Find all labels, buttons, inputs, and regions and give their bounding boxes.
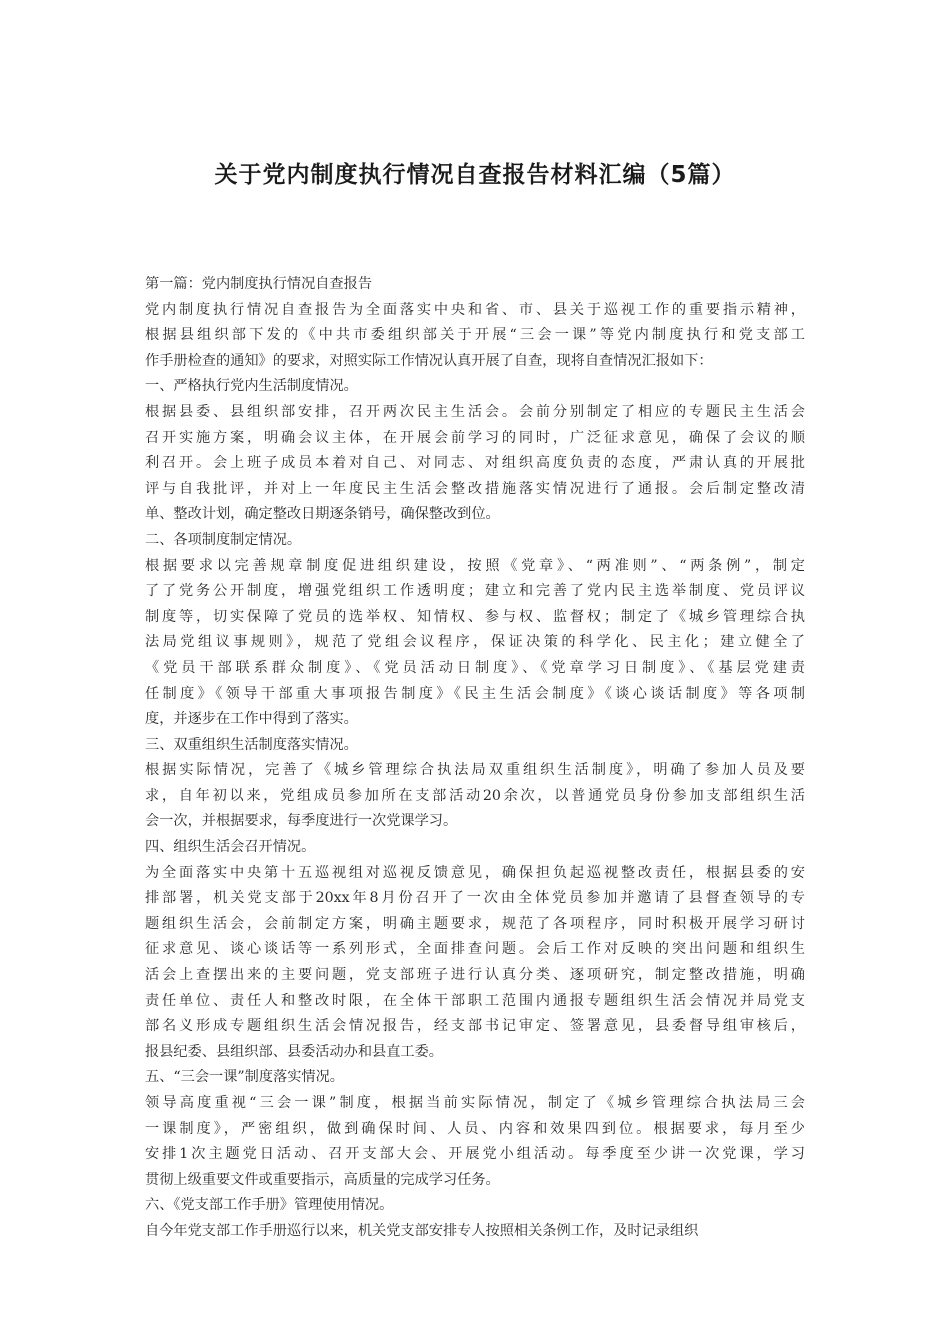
section-heading: 六、《党支部工作手册》管理使用情况。: [145, 1197, 394, 1214]
paragraph-line: 利召开。会上班子成员本着对自己、对同志、对组织高度负责的态度，严肃认真的开展批: [145, 455, 805, 472]
paragraph-line: 责任单位、责任人和整改时限，在全体干部职工范围内通报专题组织生活会情况并局党支: [145, 992, 805, 1009]
paragraph-line: 安排1次主题党日活动、召开支部大会、开展党小组活动。每季度至少讲一次党课，学习: [145, 1146, 805, 1163]
paragraph-line: 活会上查摆出来的主要问题，党支部班子进行认真分类、逐项研究，制定整改措施，明确: [145, 967, 805, 984]
paragraph-line: 根据县组织部下发的《中共市委组织部关于开展“三会一课”等党内制度执行和党支部工: [145, 327, 805, 344]
paragraph-line: 部名义形成专题组织生活会情况报告，经支部书记审定、签署意见，县委督导组审核后，: [145, 1018, 805, 1035]
paragraph-line: 根据要求以完善规章制度促进组织建设，按照《党章》、“两准则”、“两条例”，制定: [145, 557, 805, 574]
paragraph-line: 自今年党支部工作手册巡行以来，机关党支部安排专人按照相关条例工作，及时记录组织: [145, 1222, 699, 1239]
paragraph-line: 求，自年初以来，党组成员参加所在支部活动20余次，以普通党员身份参加支部组织生活: [145, 787, 805, 804]
paragraph-line: 度，并逐步在工作中得到了落实。: [145, 711, 358, 728]
paragraph-line: 制度等，切实保障了党员的选举权、知情权、参与权、监督权；制定了《城乡管理综合执: [145, 608, 805, 625]
section-heading: 第一篇：党内制度执行情况自查报告: [145, 276, 373, 292]
paragraph-line: 了了党务公开制度，增强党组织工作透明度；建立和完善了党内民主选举制度、党员评议: [145, 583, 805, 600]
paragraph-line: 任制度》《领导干部重大事项报告制度》《民主生活会制度》《谈心谈话制度》等各项制: [145, 685, 805, 702]
section-heading: 三、双重组织生活制度落实情况。: [145, 736, 358, 753]
paragraph-line: 根据实际情况，完善了《城乡管理综合执法局双重组织生活制度》，明确了参加人员及要: [145, 762, 805, 779]
paragraph-line: 《党员干部联系群众制度》、《党员活动日制度》、《党章学习日制度》、《基层党建责: [145, 659, 805, 676]
paragraph-line: 党内制度执行情况自查报告为全面落实中央和省、市、县关于巡视工作的重要指示精神，: [145, 301, 805, 318]
paragraph-line: 单、整改计划，确定整改日期逐条销号，确保整改到位。: [145, 506, 500, 523]
paragraph-line: 作手册检查的通知》的要求，对照实际工作情况认真开展了自查，现将自查情况汇报如下：: [145, 352, 713, 369]
document-title: 关于党内制度执行情况自查报告材料汇编（5篇）: [214, 162, 736, 188]
section-heading: 四、组织生活会召开情况。: [145, 839, 316, 856]
paragraph-line: 题组织生活会，会前制定方案，明确主题要求，规范了各项程序，同时积极开展学习研讨: [145, 915, 805, 932]
paragraph-line: 报县纪委、县组织部、县委活动办和县直工委。: [145, 1043, 443, 1060]
paragraph-line: 排部署，机关党支部于20xx年8月份召开了一次由全体党员参加并邀请了县督查领导的专: [145, 890, 805, 907]
paragraph-line: 评与自我批评，并对上一年度民主生活会整改措施落实情况进行了通报。会后制定整改清: [145, 480, 805, 497]
paragraph-line: 一课制度》，严密组织，做到确保时间、人员、内容和效果四到位。根据要求，每月至少: [145, 1120, 805, 1137]
paragraph-line: 征求意见、谈心谈话等一系列形式，全面排查问题。会后工作对反映的突出问题和组织生: [145, 941, 805, 958]
document-body: [145, 272, 805, 1245]
paragraph-line: 根据县委、县组织部安排，召开两次民主生活会。会前分别制定了相应的专题民主生活会: [145, 403, 805, 420]
section-heading: 五、“三会一课”制度落实情况。: [145, 1069, 344, 1086]
paragraph-line: 会一次，并根据要求，每季度进行一次党课学习。: [145, 813, 458, 830]
paragraph-line: 召开实施方案，明确会议主体，在开展会前学习的同时，广泛征求意见，确保了会议的顺: [145, 429, 805, 446]
paragraph-line: 贯彻上级重要文件或重要指示，高质量的完成学习任务。: [145, 1171, 500, 1188]
paragraph-line: 法局党组议事规则》，规范了党组会议程序，保证决策的科学化、民主化；建立健全了: [145, 634, 805, 651]
section-heading: 一、严格执行党内生活制度情况。: [145, 378, 358, 395]
paragraph-line: 领导高度重视“三会一课”制度，根据当前实际情况，制定了《城乡管理综合执法局三会: [145, 1095, 805, 1111]
paragraph-line: 为全面落实中央第十五巡视组对巡视反馈意见，确保担负起巡视整改责任，根据县委的安: [145, 864, 805, 881]
section-heading: 二、各项制度制定情况。: [145, 531, 302, 548]
